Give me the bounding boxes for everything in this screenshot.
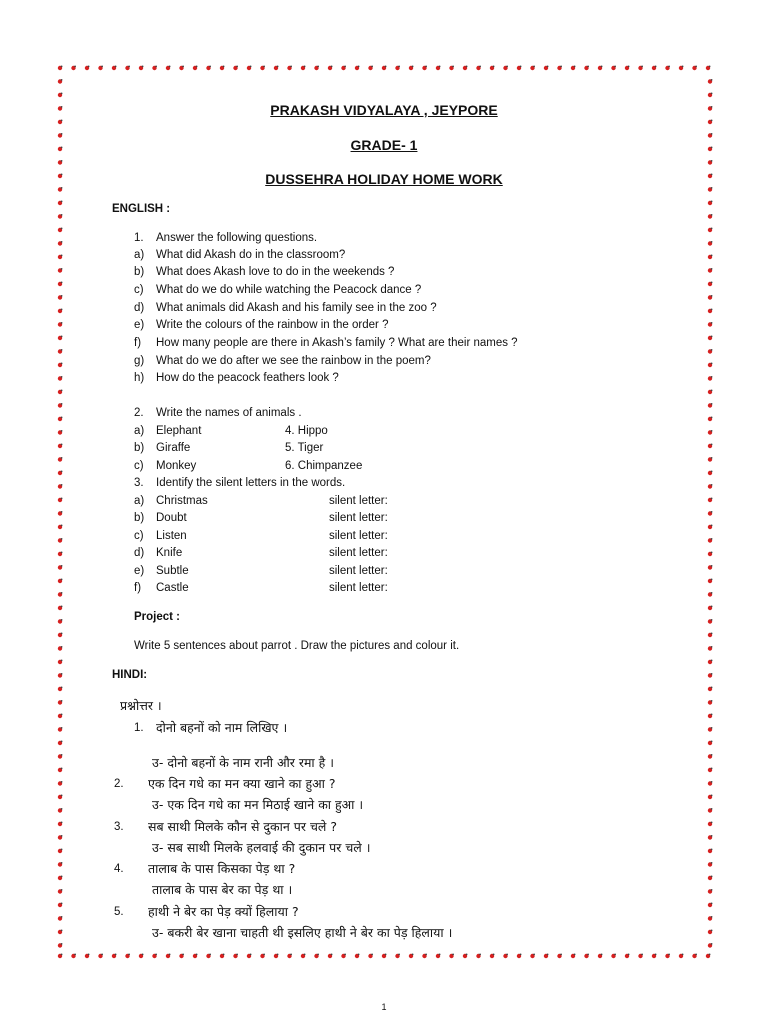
q1-item-text: What do we do after we see the rainbow in the poem? — [156, 355, 431, 367]
q3-item-text: Listen — [156, 530, 187, 542]
q2-item-text: Giraffe — [156, 442, 191, 454]
homework-title: DUSSEHRA HOLIDAY HOME WORK — [265, 171, 503, 187]
hindi-a1: उ- दोनो बहनों के नाम रानी और रमा है । — [152, 755, 334, 770]
q3-item-label: b) — [134, 512, 145, 524]
hindi-heading: HINDI: — [112, 669, 148, 681]
q3-item-right: silent letter: — [329, 530, 388, 542]
q2-item-label: a) — [134, 425, 145, 437]
q3-item-text: Christmas — [156, 495, 208, 507]
hindi-a4: तालाब के पास बेर का पेड़ था । — [152, 882, 293, 897]
hindi-a2: उ- एक दिन गधे का मन मिठाई खाने का हुआ । — [152, 797, 364, 812]
q3-item-text: Doubt — [156, 512, 187, 524]
hindi-q3-text: सब साथी मिलके कौन से दुकान पर चले ? — [148, 819, 337, 834]
q1-item-text: What did Akash do in the classroom? — [156, 249, 346, 261]
q1-number: 1. — [134, 232, 144, 244]
q1-item-label: c) — [134, 284, 144, 296]
grade-heading: GRADE- 1 — [350, 137, 418, 153]
q1-item-label: a) — [134, 249, 145, 261]
q2-item-label: c) — [134, 460, 144, 472]
hindi-q2-number: 2. — [114, 778, 124, 790]
q1-item-text: How many people are there in Akash’s family ? What are their names ? — [156, 337, 518, 349]
q2-item-text: Elephant — [156, 425, 202, 437]
hindi-q5-number: 5. — [114, 906, 124, 918]
q1-item-label: h) — [134, 372, 145, 384]
q3-number: 3. — [134, 477, 144, 489]
project-heading: Project : — [134, 611, 181, 623]
q2-item-text: Monkey — [156, 460, 197, 472]
q3-item-right: silent letter: — [329, 495, 388, 507]
project-text: Write 5 sentences about parrot . Draw the pictures and colour it. — [134, 640, 460, 652]
q1-item-label: g) — [134, 355, 145, 367]
hindi-q3-number: 3. — [114, 821, 124, 833]
q1-item-label: b) — [134, 266, 145, 278]
q2-item-label: b) — [134, 442, 145, 454]
hindi-q5-text: हाथी ने बेर का पेड़ क्यों हिलाया ? — [148, 904, 299, 919]
hindi-q2-text: एक दिन गधे का मन क्या खाने का हुआ ? — [148, 776, 336, 791]
q2-item-right: 6. Chimpanzee — [285, 460, 363, 472]
q3-item-text: Subtle — [156, 565, 189, 577]
q1-item-text: Write the colours of the rainbow in the order ? — [156, 319, 389, 331]
q3-item-label: f) — [134, 582, 142, 594]
q1-item-label: f) — [134, 337, 142, 349]
hindi-a3: उ- सब साथी मिलके हलवाई की दुकान पर चले । — [152, 840, 371, 855]
q1-item-text: How do the peacock feathers look ? — [156, 372, 339, 384]
q3-item-label: c) — [134, 530, 144, 542]
school-name: PRAKASH VIDYALAYA , JEYPORE — [270, 102, 498, 118]
hindi-subheading: प्रश्नोत्तर । — [120, 698, 162, 713]
q3-text: Identify the silent letters in the words. — [156, 477, 346, 489]
q3-item-right: silent letter: — [329, 512, 388, 524]
hindi-q4-number: 4. — [114, 863, 124, 875]
q3-item-right: silent letter: — [329, 565, 388, 577]
hindi-q1-number: 1. — [134, 722, 144, 734]
q1-item-text: What do we do while watching the Peacock dance ? — [156, 284, 422, 296]
q3-item-right: silent letter: — [329, 582, 388, 594]
q3-item-right: silent letter: — [329, 547, 388, 559]
hindi-q1-text: दोनो बहनों को नाम लिखिए । — [156, 720, 288, 735]
q1-item-text: What animals did Akash and his family see in the zoo ? — [156, 302, 437, 314]
hindi-q4-text: तालाब के पास किसका पेड़ था ? — [148, 861, 296, 876]
q1-text: Answer the following questions. — [156, 232, 318, 244]
english-heading: ENGLISH : — [112, 203, 171, 215]
q3-item-label: a) — [134, 495, 145, 507]
q2-item-right: 5. Tiger — [285, 442, 324, 454]
q2-item-right: 4. Hippo — [285, 425, 328, 437]
q1-item-text: What does Akash love to do in the weekends ? — [156, 266, 395, 278]
q3-item-label: e) — [134, 565, 145, 577]
q1-item-label: e) — [134, 319, 145, 331]
page-number: 1 — [381, 1002, 387, 1012]
q2-number: 2. — [134, 407, 144, 419]
q3-item-text: Castle — [156, 582, 189, 594]
q1-item-label: d) — [134, 302, 145, 314]
q3-item-text: Knife — [156, 547, 183, 559]
q3-item-label: d) — [134, 547, 145, 559]
q2-text: Write the names of animals . — [156, 407, 302, 419]
hindi-a5: उ- बकरी बेर खाना चाहती थी इसलिए हाथी ने बेर का पेड़ हिलाया । — [152, 925, 453, 940]
